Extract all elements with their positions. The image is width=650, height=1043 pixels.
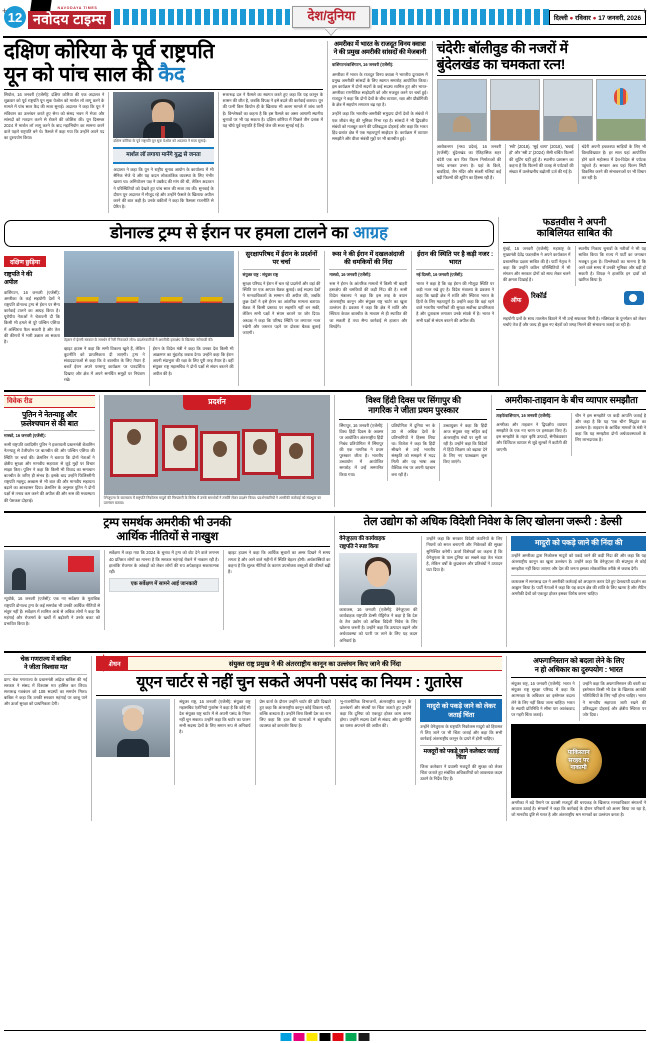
- cmyk-swatch-magenta: [294, 1033, 305, 1041]
- unsc-item-3: [411, 251, 494, 386]
- section-tab-notch-icon: [325, 28, 337, 35]
- hindi-award-divider: [339, 419, 487, 420]
- cmyk-swatch-cyan: [281, 1033, 292, 1041]
- taiwan-story: [491, 395, 646, 507]
- oil-story: [334, 516, 646, 647]
- poster-face-3: [213, 441, 227, 457]
- trump-row: [4, 217, 646, 386]
- camera-icon: [624, 291, 644, 305]
- ambassador-body-2: उन्होंने कहा कि भारतीय-अमरीकी समुदाय दोनों देशों के संबंधों में एक जीवंत सेतु की भूमिका निभा रहा है। सांसदों ने भी द्विपक्षीय संबंधों को मजबूत करने की प्रतिबद्धता दोहराई और कहा कि भारत हिंद-प्रशांत क्षेत्र में एक महत्वपूर्ण साझेदार है। कार्यक्रम में व्यापार समझौते और वीजा संबंधी मुद्दों पर भी बातचीत हुई।: [332, 111, 428, 142]
- guterres-blue-bar: मादुरो को पकड़े जाने को लेकर जताई चिंता: [420, 699, 502, 722]
- trump-headline-blue: आग्रह: [352, 224, 388, 243]
- trump-col1-text: वाशिंगटन, 16 जनवरी (एजेंसी): अमरीका के कई सहयोगी देशों ने राष्ट्रपति डोनाल्ड ट्रम्प से ईरान पर सैन्य कार्रवाई टालने का आग्रह किया है। यूरोपीय नेताओं ने चेतावनी दी कि किसी भी हमले से पूरे पश्चिम एशिया में अस्थिरता फैल सकती है और तेल की कीमतों में भारी उछाल आ सकता है।: [4, 289, 60, 344]
- off-record-line1: ऑफ: [510, 297, 522, 304]
- dateline-city: दिल्ली: [553, 14, 568, 22]
- trump-photo-block: [64, 251, 234, 386]
- poster-face-1: [127, 429, 141, 445]
- vivek-read-body: रूसी राष्ट्रपति व्लादिमीर पुतिन ने इजरायली प्रधानमंत्री बेंजामिन नेतन्याहू से टेलीफोन पर बातचीत की और पश्चिम एशिया की स्थिति पर चर्चा की। क्रेमलिन ने बताया कि दोनों नेताओं ने क्षेत्रीय सुरक्षा और मानवीय सहायता से जुड़े मुद्दों पर विचार साझा किए। पुतिन ने कहा कि किसी भी विवाद का समाधान बातचीत के जरिए ही संभव है। इसके बाद उन्होंने फिलिस्तीनी राष्ट्रपति महमूद अब्बास से भी बात की और मानवीय सहायता बढ़ाने का आश्वासन दिया। क्रेमलिन के अनुसार पुतिन ने दोनों पक्षों से तनाव कम करने की अपील की और रूस की मध्यस्थता की पेशकश दोहराई।: [4, 442, 95, 503]
- collector-body: जिला कलेक्टर ने प्रवासी मजदूरों की सुरक्षा को लेकर चिंता जताते हुए संबंधित अधिकारियों को आवश्यक कदम उठाने के निर्देश दिए हैं।: [420, 763, 503, 781]
- fadnavis-col2-text: स्थानीय निकाय चुनावों के नतीजों ने भी यह साबित किया कि राज्य में पार्टी का जनाधार मजबूत हुआ है। विश्लेषकों का मानना है कि आने वाले समय में उनकी भूमिका और बड़ी हो सकती है। विपक्ष ने हालांकि इन दावों को खारिज किया है।: [578, 246, 646, 282]
- cmyk-swatch-grey: [359, 1033, 370, 1041]
- trump-supporters-headline-line1: ट्रम्प समर्थक अमरीकी भी उनकी: [103, 515, 231, 529]
- fadnavis-headline-line1: फडऩवीस ने अपनी: [542, 217, 607, 229]
- guterres-rule: [4, 651, 646, 653]
- lead-col-3: [218, 92, 323, 213]
- oil-subcap-line2: राष्ट्रपति ने स्पष्ट किया: [339, 543, 379, 550]
- mid-page-rule: [4, 390, 646, 392]
- unsc-title-2: रूस ने की ईरान में दखलअंदाजी की धमकियों की निंदा: [332, 251, 405, 266]
- pakistan-col1-text: संयुक्त राष्ट्र, 16 जनवरी (एजेंसी): भारत ने संयुक्त राष्ट्र सुरक्षा परिषद में कहा कि आत्मरक्षा के अधिकार का इस्तेमाल बदला लेने के लिए नहीं किया जाना चाहिए। भारत के स्थायी प्रतिनिधि ने सीमा पार आतंकवाद पर गहरी चिंता जताई।: [511, 681, 575, 717]
- hindi-award-headline: [339, 395, 487, 416]
- vivek-read-tag: [4, 395, 95, 408]
- oil-subcap: [339, 536, 417, 551]
- pakistan-art-line2: सरहद पर: [568, 757, 589, 764]
- trump-banner-box: [4, 220, 494, 247]
- oil-col3-text: उन्होंने अमरीका द्वारा निकोलस मादुरो को पकड़े जाने की कड़ी निंदा की और कहा कि यह अंतरराष्ट्रीय कानून का खुला उल्लंघन है। उन्होंने कहा कि वेनेजुएला की संप्रभुता से कोई समझौता नहीं किया जाएगा और देश की जनता इसका लोकतांत्रिक तरीके से जवाब देगी।: [511, 553, 646, 571]
- pakistan-divider: [511, 677, 646, 678]
- guterres-col4-text: उन्होंने वेनेजुएला के राष्ट्रपति निकोलस मादुरो को हिरासत में लिए जाने पर भी चिंता जताई और कहा कि सभी कार्रवाई अंतरराष्ट्रीय कानून के दायरे में होनी चाहिए।: [420, 723, 503, 741]
- hindi-award-col-2: [387, 423, 435, 481]
- chanderi-col-1: [437, 144, 501, 184]
- poster-1: [110, 419, 158, 477]
- pakistan-art-label: [568, 750, 590, 773]
- monument-shape: [559, 116, 577, 132]
- trump-col3-text: ईरान के विदेश मंत्री ने कहा कि उनका देश किसी भी आक्रमण का मुंहतोड़ जवाब देगा। उन्होंने कहा कि ईरान अपनी संप्रभुता की रक्षा के लिए पूरी तरह तैयार है। वहीं संयुक्त राष्ट्र महासचिव ने दोनों पक्षों से संयम बरतने की अपील की है।: [152, 346, 234, 376]
- unsc-dateline-2: मास्को, 16 जनवरी (एजेंसी):: [329, 271, 372, 277]
- dateline-sep-1: ●: [569, 14, 576, 22]
- ambassador-story: [332, 41, 428, 184]
- pakistan-headline: [511, 656, 646, 675]
- chanderi-col1-text: अशोकनगर (मध्य प्रदेश), 16 जनवरी (एजेंसी): बुंदेलखंड का ऐतिहासिक शहर चंदेरी एक बार फिर फिल्म निर्माताओं की पसंद बनकर उभरा है। यहां के किले, बावड़ियां, जैन मंदिर और संकरी गलियां कई बड़ी फिल्मों की शूटिंग का हिस्सा रही हैं।: [436, 144, 502, 181]
- czech-headline: [4, 656, 87, 672]
- registration-mark-top-left: +: [2, 6, 8, 16]
- guterres-col2-text: प्रेस वार्ता के दौरान उन्होंने चार्टर की प्रति दिखाते हुए कहा कि अंतरराष्ट्रीय कानून कोई विकल्प नहीं, बल्कि बाध्यता है। उन्होंने बिना किसी देश का नाम लिए कहा कि हाल की घटनाओं ने बहुपक्षीय व्यवस्था को कमजोर किया है।: [259, 698, 331, 729]
- yoon-photo: [113, 92, 213, 138]
- lead-pull-quote: मार्शल लॉ लगाया मानेंगे युद्ध से जनता: [113, 147, 213, 164]
- guterres-story: [91, 656, 502, 822]
- ambassador-body-1: अमरीका में भारत के राजदूत विनय क्वात्रा ने भारतीय दूतावास में प्रमुख अमरीकी सांसदों के लिए स्वागत समारोह आयोजित किया। इस कार्यक्रम में दोनों सदनों के कई सदस्य शामिल हुए और भारत-अमरीका रणनीतिक साझेदारी को और मजबूत करने पर चर्चा हुई। राजदूत ने कहा कि दोनों देशों के बीच व्यापार, रक्षा और प्रौद्योगिकी के क्षेत्र में सहयोग लगातार बढ़ रहा है।: [332, 71, 428, 108]
- off-record-line2: रिकॉर्ड: [531, 293, 547, 301]
- middle-row: [4, 395, 646, 507]
- czech-headline-line1: चेक गणराज्य में बाबिश: [20, 655, 71, 663]
- trump-kicker: [4, 251, 60, 386]
- pakistan-story: [506, 656, 646, 822]
- chanderi-col-3: [578, 144, 646, 184]
- chanderi-headline-line1: चंदेरीः बॉलीवुड की नजरों में: [436, 40, 568, 56]
- trump-kicker-line2: राष्ट्रपति ने की: [4, 271, 33, 279]
- guterres-kicker: [96, 656, 502, 671]
- hindi-award-headline-line1: विश्व हिंदी दिवस पर सिंगापुर की: [365, 394, 461, 405]
- lead-headline-line2-blue: कैद: [158, 62, 185, 86]
- iran-rally-photo: [64, 251, 234, 337]
- vivek-read-headline: [4, 410, 95, 428]
- trump-supporters-col-1: [4, 550, 100, 630]
- hindi-award-col1-text: सिंगापुर, 16 जनवरी (एजेंसी): विश्व हिंदी दिवस के अवसर पर आयोजित अंतरराष्ट्रीय हिंदी निबंध प्रतियोगिता में सिंगापुर की एक नागरिक ने प्रथम पुरस्कार जीता है। भारतीय उच्चायोग में आयोजित समारोह में उन्हें सम्मानित किया गया।: [339, 422, 384, 477]
- unsc-body-1: सुरक्षा परिषद ने ईरान में चल रहे प्रदर्शनों और वहां की स्थिति पर एक आपात बैठक बुलाई। कई सदस्य देशों ने मानवाधिकारों के सम्मान की अपील की, जबकि कुछ देशों ने इसे ईरान का आंतरिक मामला बताया। बैठक में किसी प्रस्ताव पर सहमति नहीं बन सकी, लेकिन सभी पक्षों ने संयम बरतने पर जोर दिया। अध्यक्ष ने कहा कि परिषद स्थिति पर लगातार नजर रखेगी और जरूरत पड़ने पर दोबारा बैठक बुलाई जाएगी।: [242, 280, 321, 335]
- lead-col3-text: सत्तारूढ़ दल ने फैसले का स्वागत करते हुए कहा कि यह कानून के शासन की जीत है, जबकि विपक्ष ने इसे बदले की कार्रवाई बताया। यून की पत्नी किम कियोन ही के खिलाफ भी अलग मामले में जांच जारी है। विश्लेषकों का कहना है कि इस फैसले का असर आगामी स्थानीय चुनावों पर भी पड़ सकता है। दक्षिण कोरिया में पिछले तीन दशक में यह चौथे पूर्व राष्ट्रपति हैं जिन्हें जेल की सजा सुनाई गई है।: [222, 92, 323, 128]
- trump-story: [4, 217, 494, 386]
- page-number: 12: [4, 6, 26, 28]
- cmyk-swatch-red: [333, 1033, 344, 1041]
- trump-supporters-headline-line2: आर्थिक नीतियों से नाखुश: [116, 529, 219, 543]
- trump-supporters-story: [4, 516, 330, 647]
- person-shape: [12, 568, 26, 590]
- vivek-read-headline-line2: फ़लेश्चघान से की बात: [20, 418, 78, 428]
- dateline-day: रविवार: [575, 14, 591, 22]
- taiwan-col1-text: अमरीका और ताइवान ने द्विपक्षीय व्यापार समझौते के एक नए चरण पर हस्ताक्षर किए हैं। इस समझौते के तहत कृषि उत्पादों, सेमीकंडक्टर और डिजिटल व्यापार से जुड़े शुल्कों में कटौती की जाएगी।: [496, 422, 568, 452]
- unsc-divider-2: [329, 269, 407, 270]
- guterres-photo: [96, 699, 170, 757]
- unsc-dateline-3: नई दिल्ली, 16 जनवरी (एजेंसी):: [416, 271, 464, 277]
- czech-story: [4, 656, 87, 822]
- chanderi-col-2: [505, 144, 573, 184]
- hindi-award-headline-line2: नागरिक ने जीता प्रथम पुरस्कार: [368, 405, 459, 416]
- crowd-shape: [64, 303, 234, 337]
- trump-kicker-line1: दक्षिण छुड़िया: [4, 256, 46, 267]
- ambassador-dateline: वाशिंगटन/वाशिंगटन, 16 जनवरी (एजेंसी):: [332, 62, 394, 68]
- guterres-kicker-tag: संबोधन: [96, 657, 127, 670]
- vivek-read-headline-line1: पुतिन ने नेतन्याहू और: [22, 409, 77, 419]
- trump-supporters-divider: [4, 546, 330, 547]
- trump-supporters-col1-text: न्यूयॉर्क, 16 जनवरी (एजेंसी): एक नए सर्वेक्षण के मुताबिक राष्ट्रपति डोनाल्ड ट्रम्प के कई समर्थक भी उनकी आर्थिक नीतियों से संतुष्ट नहीं हैं। सर्वेक्षण में शामिल आधे से अधिक लोगों ने कहा कि महंगाई और रोजमर्रा के खर्चों में बढ़ोतरी ने उनके बजट को प्रभावित किया है।: [4, 596, 100, 627]
- lead-headline-line2: [4, 64, 323, 87]
- lead-col-1: [4, 92, 104, 213]
- trump-supporters-col3-text: व्हाइट हाउस ने कहा कि आर्थिक सुधारों का असर दिखने में समय लगता है और आने वाले महीनों में स्थिति बेहतर होगी। अर्थशास्त्रियों का कहना है कि शुल्क नीतियों के कारण उपभोक्ता वस्तुओं की कीमतें बढ़ी हैं।: [228, 550, 331, 574]
- taiwan-dateline: ताइपे/वाशिंगटन, 16 जनवरी (एजेंसी):: [496, 412, 552, 418]
- guterres-col-4: [415, 699, 502, 786]
- photo-tie-shape: [161, 126, 165, 138]
- off-record-ball-icon: [503, 288, 529, 314]
- unsc-item-2: [324, 251, 407, 386]
- chanderi-columns: [437, 144, 646, 184]
- taiwan-headline: अमरीका-ताइवान के बीच व्यापार समझौता: [504, 394, 638, 405]
- chanderi-story: [432, 41, 646, 184]
- madur-box-text: काराकस में सत्तारूढ़ दल ने अमरीकी कार्रवाई को अपहरण करार देते हुए देशव्यापी प्रदर्शन का आह्वान किया है। पार्टी नेताओं ने कहा कि यह कदम क्षेत्र की शांति के लिए खतरा है और लैटिन अमरीकी देशों को एकजुट होकर इसका विरोध करना चाहिए।: [511, 578, 646, 597]
- unsc-title-3: ईरान की स्थिति पर है कड़ी नजर : भारत: [417, 251, 494, 266]
- pakistan-art-line1: पाकिस्तान: [567, 749, 590, 756]
- trump-supporters-headline: [4, 516, 330, 544]
- poster-face-4: [253, 439, 267, 455]
- lead-col-2: [108, 92, 213, 213]
- unsc-divider-1: [243, 269, 321, 270]
- oil-headline: तेल उद्योग को अधिक विदेशी निवेश के लिए खोलना जरूरी : डेल्सी: [363, 515, 622, 528]
- masthead: [0, 0, 650, 34]
- trump-kicker-line3: अपील: [4, 278, 18, 286]
- labor-divider: [420, 745, 502, 746]
- dateline-date: 17 जनवरी, 2026: [598, 14, 641, 22]
- fadnavis-col3-text: सहयोगी दलों के साथ तालमेल बिठाने में भी उन्हें सफलता मिली है। मंत्रिमंडल के पुनर्गठन को लेकर चर्चाएं तेज हैं और जल्द ही कुछ नए चेहरों को जगह मिलने की संभावना जताई जा रही है।: [503, 316, 646, 328]
- right-top-row: [332, 41, 646, 184]
- poster-3: [200, 431, 240, 481]
- off-record-badge: [503, 286, 646, 316]
- dateline: [549, 10, 646, 25]
- hindi-award-story: [334, 395, 487, 507]
- unsc-subheads: [238, 251, 494, 386]
- cmyk-swatch-black: [320, 1033, 331, 1041]
- publication-logo[interactable]: [28, 5, 111, 29]
- poster-2: [162, 425, 198, 471]
- chanderi-photo-2: [490, 79, 540, 141]
- trump-col2-text: व्हाइट हाउस ने कहा कि सभी विकल्प खुले हैं, लेकिन कूटनीति को प्राथमिकता दी जाएगी। ट्रम्प ने संवाददाताओं से कहा कि वे बातचीत के लिए तैयार हैं बशर्ते ईरान अपने परमाणु कार्यक्रम पर पारदर्शिता दिखाए और क्षेत्र में अपने समर्थित समूहों पर नियंत्रण रखे।: [63, 346, 145, 382]
- poster-4: [242, 429, 278, 475]
- guterres-col1-text: संयुक्त राष्ट्र, 16 जनवरी (एजेंसी): संयुक्त राष्ट्र महासचिव एंतोनियो गुतारेस ने कहा है कि कोई भी देश संयुक्त राष्ट्र चार्टर में से अपनी पसंद के नियम नहीं चुन सकता। उन्होंने कहा कि चार्टर का पालन सभी सदस्य देशों के लिए समान रूप से अनिवार्य है।: [179, 698, 251, 735]
- guterres-kicker-text: संयुक्त राष्ट्र प्रमुख ने की अंतरराष्ट्रीय कानून का उल्लंघन किए जाने की निंदा: [228, 660, 402, 668]
- delcy-face-shape: [367, 561, 389, 587]
- poster-face-5: [289, 443, 303, 459]
- logo-flag-icon: [30, 0, 52, 11]
- guterres-col3-text: भू-राजनीतिक विभाजनों, अंतरराष्ट्रीय कानून के उल्लंघनों और संघर्षों पर चिंता जताते हुए उन्होंने कहा कि दुनिया को एकजुट होकर काम करना होगा। उन्होंने सदस्य देशों से संवाद और कूटनीति का रास्ता अपनाने की अपील की।: [339, 698, 412, 729]
- lead-story: [4, 41, 323, 213]
- guterres-col-photo: [96, 699, 170, 786]
- footer-rule: [4, 1030, 646, 1031]
- oil-divider: [339, 532, 646, 533]
- guterres-body-shape: [117, 739, 149, 757]
- labor-box-text: अमरीका में बड़े पैमाने पर प्रवासी मजदूरों की धरपकड़ के खिलाफ मानवाधिकार संगठनों ने आवाज उठाई है। संगठनों ने कहा कि कार्रवाई के दौरान परिवारों को अलग किया जा रहा है, जो मानवीय दृष्टि से गलत है और अंतरराष्ट्रीय श्रम मानकों का उल्लंघन करता है।: [511, 800, 646, 818]
- hindi-award-col-1: [339, 423, 383, 481]
- flag-red-shape: [68, 556, 94, 572]
- protest-photo-block: [99, 395, 331, 507]
- guterres-face-shape: [123, 708, 143, 731]
- chanderi-gallery: [437, 79, 646, 141]
- guterres-divider: [96, 695, 502, 696]
- balloon-shape: [614, 88, 628, 105]
- hindi-award-col-3: [439, 423, 487, 481]
- unsc-title-1: सुरक्षापरिषद में ईरान के प्रदर्शनों पर चर्चा: [245, 251, 318, 266]
- lead-divider: [4, 89, 323, 90]
- lower-row: [4, 516, 646, 647]
- section-tab-label: देश/दुनिया: [292, 6, 370, 27]
- pakistan-headline-line2: न हो अधिकार का दुरुपयोग : भारत: [534, 664, 623, 674]
- chanderi-divider: [437, 75, 646, 76]
- chanderi-col2-text: 'स्त्री' (2018), 'सुई धागा' (2018), 'बधाई हो' और 'स्त्री 2' (2024) जैसी चर्चित फिल्मों की शूटिंग यहीं हुई है। स्थानीय प्रशासन का कहना है कि फिल्मों की वजह से पर्यटकों की संख्या में उल्लेखनीय बढ़ोतरी दर्ज की गई है।: [509, 144, 574, 174]
- cmyk-swatch-yellow: [307, 1033, 318, 1041]
- dateline-sep-2: ●: [592, 14, 599, 22]
- chanderi-headline-line2: बुंदेलखंड का चमकता रत्न!: [436, 55, 566, 72]
- lead-row: [4, 41, 646, 213]
- unsc-divider-3: [416, 269, 494, 270]
- protest-ribbon: प्रदर्शन: [183, 395, 251, 410]
- iran-rally-caption: तेहरान में ईरानी सरकार के समर्थन में रैली निकालते लोग। प्रदर्शनकारियों ने अमरीकी हस्तक्षेप के खिलाफ नारेबाजी की।: [63, 338, 214, 343]
- ambassador-divider: [332, 59, 428, 60]
- chanderi-headline: [437, 41, 646, 72]
- unsc-item-1: [243, 251, 321, 386]
- madur-divider: [511, 575, 646, 576]
- hindi-award-columns: [339, 423, 487, 481]
- lower-rule: [4, 511, 646, 513]
- oil-col1-text: काराकस, 16 जनवरी (एजेंसी): वेनेजुएला की कार्यवाहक राष्ट्रपति डेल्सी रोड्रिगेज ने कहा है कि देश के तेल उद्योग को अधिक विदेशी निवेश के लिए खोलना जरूरी है। उन्होंने कहा कि उत्पादन बढ़ाने और अर्थव्यवस्था को पटरी पर लाने के लिए यह कदम अनिवार्य है।: [339, 606, 418, 643]
- pakistan-headline-line1: अफगानिस्तान को बदला लेने के लिए: [533, 655, 625, 665]
- unsc-dateline-1: संयुक्त राष्ट्र : संयुक्त राष्ट्र: [242, 271, 279, 277]
- decorative-bars-left: [114, 9, 291, 25]
- protest-photo-caption: वेनेजुएला के काराकस में राष्ट्रपति निकोलस मादुरो की गिरफ्तारी के विरोध में उनके समर्थकों ने तस्वीरें लेकर प्रदर्शन किया। प्रदर्शनकारियों ने अमरीकी कार्रवाई को संप्रभुता का उल्लंघन बताया।: [103, 495, 322, 505]
- guterres-row: [4, 656, 646, 822]
- lead-headline: [4, 41, 323, 86]
- lead-col1-text: सियोल, 16 जनवरी (एजेंसी): दक्षिण कोरिया की एक अदालत ने शुक्रवार को पूर्व राष्ट्रपति यून सुक येओल को मार्शल लॉ लागू करने के मामले में पांच साल कैद की सजा सुनाई। अदालत ने कहा कि यून ने संविधान का उल्लंघन करते हुए सेना को संसद भवन में भेजा और सांसदों को मतदान करने से रोकने की कोशिश की। यून दिसम्बर 2024 में मार्शल लॉ लागू करने के बाद महाभियोग का सामना करने वाले पहले राष्ट्रपति बने थे। फैसले में कहा गया कि उन्होंने अपने पद का दुरुपयोग किया।: [4, 92, 105, 141]
- lead-columns: [4, 92, 323, 213]
- logo-english-name: NAVODAYA TIMES: [57, 6, 98, 11]
- cmyk-swatch-green: [346, 1033, 357, 1041]
- oil-subcap-line1: वेनेजुएला की कार्यवाहक: [339, 536, 386, 543]
- fort-shape: [453, 116, 471, 132]
- logo-hindi-name: नवोदय टाइम्स: [28, 11, 111, 29]
- pakistan-col2-text: उन्होंने कहा कि अफगानिस्तान की धरती का इस्तेमाल किसी भी देश के खिलाफ आतंकी गतिविधियों के लिए नहीं होना चाहिए। भारत ने मानवीय सहायता जारी रखने की प्रतिबद्धता दोहराई और क्षेत्रीय स्थिरता पर जोर दिया।: [582, 681, 647, 717]
- poster-5: [278, 433, 314, 479]
- decorative-bars-right: [372, 9, 549, 25]
- trump-supporters-col2-text: सर्वेक्षण में कहा गया कि 2024 के चुनाव में ट्रम्प को वोट देने वाले लगभग 40 प्रतिशत लोगों का मानना है कि सरकार महंगाई रोकने में नाकाम रही है। हालांकि रोजगार के आंकड़ों को लेकर लोगों की राय अपेक्षाकृत सकारात्मक रही।: [109, 550, 219, 574]
- taiwan-divider: [496, 409, 646, 410]
- fadnavis-story: [498, 217, 646, 386]
- trump-headline-plain: डोनाल्ड ट्रम्प से ईरान पर हमला टालने का: [110, 224, 353, 243]
- vivek-read-dateline: मास्को, 16 जनवरी (एजेंसी):: [4, 433, 46, 439]
- yoon-photo-caption: दक्षिण कोरिया के पूर्व राष्ट्रपति यून सुक येओल को अदालत ने सजा सुनाई।: [113, 139, 207, 144]
- chanderi-photo-1: [437, 79, 487, 141]
- chanderi-col3-text: चंदेरी अपनी हथकरघा साड़ियों के लिए भी विश्वविख्यात है। हर साल यहां आयोजित होने वाले महोत्सव में देश-विदेश से पर्यटक पहुंचते हैं। सरकार अब यहां फिल्म सिटी विकसित करने की संभावनाओं पर भी विचार कर रही है।: [581, 144, 646, 181]
- registration-mark-top-right: +: [641, 6, 647, 16]
- fadnavis-headline: [503, 217, 646, 239]
- trump-content-row: [4, 251, 494, 386]
- madur-blue-bar: मादुरो को पकड़े जाने की निंदा की: [511, 536, 646, 551]
- cmyk-registration-strip: [281, 1033, 370, 1041]
- hindi-award-col2-text: प्रतियोगिता में दुनिया भर के 30 से अधिक देशों के प्रतिभागियों ने हिस्सा लिया था। विजेता ने कहा कि हिंदी सीखने से उन्हें भारतीय संस्कृति को समझने में मदद मिली और यह भाषा अब वैश्विक मंच पर अपनी पहचान बना रही है।: [391, 422, 436, 477]
- taiwan-col2-text: चीन ने इस समझौते पर कड़ी आपत्ति जताई है और कहा है कि यह 'एक चीन' सिद्धांत का उल्लंघन है। ताइवान के आर्थिक मामलों के मंत्री ने कहा कि यह समझौता दोनों अर्थव्यवस्थाओं के लिए लाभदायक है।: [575, 412, 647, 443]
- guterres-headline: यूएन चार्टर से नहीं चुन सकते अपनी पसंद का नियम : गुतारेस: [136, 673, 463, 691]
- page-content: [0, 41, 650, 821]
- poster-face-2: [173, 435, 187, 451]
- vivek-read-story: [4, 395, 95, 507]
- pakistan-art-line3: नाकामी: [570, 764, 587, 771]
- fadnavis-col1-text: मुंबई, 16 जनवरी (एजेंसी): महाराष्ट्र के मुख्यमंत्री देवेंद्र फडऩवीस ने अपने कार्यकाल में प्रशासनिक दक्षता साबित की है। पार्टी नेतृत्व ने कहा कि उन्होंने कठिन परिस्थितियों में भी संगठन और सरकार दोनों को साथ लेकर चलने की क्षमता दिखाई है।: [503, 246, 571, 282]
- handshake-photo: [4, 550, 100, 594]
- hindi-award-col3-text: उच्चायुक्त ने कहा कि हिंदी आज संयुक्त राष्ट्र सहित कई अंतरराष्ट्रीय मंचों पर सुनी जा रही है। उन्होंने कहा कि विदेशों में हिंदी शिक्षण को बढ़ावा देने के लिए नए पाठ्यक्रम शुरू किए जाएंगे।: [443, 422, 488, 465]
- lead-col2-text: अदालत ने कहा कि यून ने राष्ट्रीय चुनाव आयोग के कार्यालय में भी सैनिक भेजे थे और यह कदम लोकतांत्रिक व्यवस्था के लिए गंभीर खतरा था। अभियोजन पक्ष ने उम्रकैद की मांग की थी, लेकिन अदालत ने परिस्थितियों को देखते हुए पांच साल की सजा तय की। सुनवाई के दौरान यून अदालत में मौजूद रहे और उन्होंने फैसले के खिलाफ अपील करने की बात कही है। उनके वकीलों ने कहा कि फैसला राजनीति से प्रेरित है।: [113, 167, 214, 210]
- ambassador-headline: अमरीका में भारत के राजदूत विनय क्वात्रा ने की प्रमुख अमरीकी सांसदों की मेजबानी: [333, 41, 427, 57]
- delcy-body-shape: [361, 589, 395, 605]
- lead-headline-line1: दक्षिण कोरिया के पूर्व राष्ट्रपति: [4, 40, 215, 63]
- section-tab[interactable]: [292, 6, 370, 27]
- masthead-rule: [3, 36, 647, 38]
- czech-headline-line2: ने जीता विश्वास मत: [24, 663, 68, 671]
- lead-headline-line2-plain: यून को पांच साल की: [4, 62, 159, 86]
- survey-banner: एक सर्वेक्षण में सामने आई जानकारी: [109, 578, 219, 592]
- chanderi-photo-3: [543, 79, 593, 141]
- chanderi-photo-4: [596, 79, 646, 141]
- oil-col-1: [339, 536, 417, 646]
- czech-divider: [4, 674, 87, 675]
- collector-headline: मजदूरों को पकड़े जाने कलेक्टर जताई चिंता: [423, 748, 499, 762]
- unsc-body-2: रूस ने ईरान के आंतरिक मामलों में किसी भी बाहरी हस्तक्षेप की धमकियों की कड़ी निंदा की है। रूसी विदेश मंत्रालय ने कहा कि इस तरह के बयान अंतरराष्ट्रीय कानून और संयुक्त राष्ट्र चार्टर का खुला उल्लंघन हैं। प्रवक्ता ने कहा कि क्षेत्र में शांति और स्थिरता केवल बातचीत के माध्यम से ही स्थापित की जा सकती है तथा सैन्य कार्रवाई से हालात और बिगड़ेंगे।: [329, 280, 408, 329]
- pakistan-moon-art: [511, 724, 646, 798]
- vivek-read-label: विवेक रीड: [7, 397, 33, 405]
- vivek-read-divider: [4, 430, 95, 431]
- czech-body: प्राग: चेक गणराज्य के प्रधानमंत्री आंद्रेज बाबिश की नई सरकार ने संसद में विश्वास मत हासिल कर लिया। सत्तारूढ़ गठबंधन को 108 सदस्यों का समर्थन मिला। बाबिश ने कहा कि उनकी सरकार महंगाई पर काबू पाने और ऊर्जा सुरक्षा को प्राथमिकता देगी।: [4, 676, 88, 707]
- lead-right-column: [327, 41, 646, 213]
- delcy-photo: [339, 553, 417, 605]
- oil-col-3: [506, 536, 646, 646]
- fadnavis-headline-line2: काबिलियत साबित की: [536, 228, 613, 240]
- oil-col2-text: उन्होंने कहा कि सरकार विदेशी कंपनियों के लिए नियमों को सरल बनाएगी और निवेशकों की सुरक्षा सुनिश्चित करेगी। ऊर्जा विशेषज्ञों का कहना है कि वेनेजुएला के पास दुनिया का सबसे बड़ा तेल भंडार है, लेकिन वर्षों के कुप्रबंधन और प्रतिबंधों ने उत्पादन घटा दिया है।: [426, 536, 503, 573]
- protest-photo: [104, 395, 331, 495]
- fadnavis-divider: [503, 242, 646, 243]
- unsc-body-3: भारत ने कहा है कि वह ईरान की मौजूदा स्थिति पर कड़ी नजर रखे हुए है। विदेश मंत्रालय के प्रवक्ता ने कहा कि खाड़ी क्षेत्र में शांति और स्थिरता भारत के हितों के लिए महत्वपूर्ण है। उन्होंने कहा कि वहां रहने वाले भारतीय नागरिकों की सुरक्षा सर्वोच्च प्राथमिकता है और दूतावास लगातार उनके संपर्क में है। भारत ने सभी पक्षों से संयम बरतने की अपील की।: [416, 280, 495, 323]
